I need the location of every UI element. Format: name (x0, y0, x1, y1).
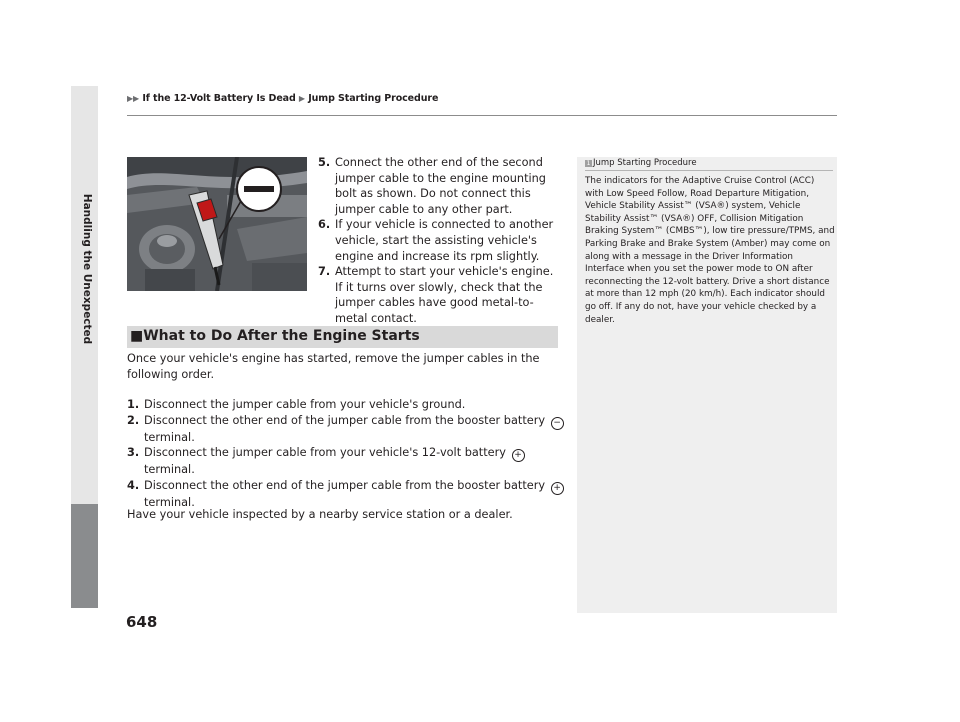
step-text: Disconnect the jumper cable from your vehicle's ground. (144, 398, 466, 411)
engine-bay-illustration (127, 157, 307, 291)
step-number: 7. (318, 265, 331, 279)
engine-bay-photo (127, 157, 307, 291)
step-7 (318, 264, 564, 326)
section-intro: Once your vehicle's engine has started, remove the jumper cables in the following order. (127, 352, 540, 381)
side-tab-label (57, 193, 112, 345)
step-number: 3. (127, 446, 140, 460)
breadcrumb-item-1[interactable]: If the 12-Volt Battery Is Dead (142, 93, 296, 104)
section-title-text: What to Do After the Engine Starts (143, 328, 420, 344)
step-number: 4. (127, 478, 140, 492)
step-text: Disconnect the other end of the jumper cable from the booster battery (144, 478, 546, 492)
removal-steps (127, 397, 567, 510)
breadcrumb-arrow-icon: ▶ (298, 94, 305, 103)
note-divider (585, 170, 833, 171)
step-number: 2. (127, 413, 140, 427)
step-5 (318, 155, 564, 217)
note-marker-icon: 1 (586, 160, 591, 167)
sidebar-note (577, 157, 837, 613)
positive-terminal-icon: + (551, 482, 564, 495)
header-divider (127, 115, 837, 116)
step-text: Disconnect the jumper cable from your vehicle's 12-volt battery (144, 446, 506, 460)
step-number: 5. (318, 156, 331, 169)
removal-step-4 (127, 478, 567, 511)
note-body: The indicators for the Adaptive Cruise Control (ACC) with Low Speed Follow, Road Departure Mitigation, Vehicle Stability Assist™ (VSA®) system, Vehicle Stability Assist™ (VSA®) OFF, Collision Mitigation Braking System™ (CMBS™), low tire pressure/TPMS, and Parking Brake and Brake System (Amber) may come on along with a message in the Driver Information Interface when you set the power mode to ON after reconnecting the 12-volt battery. Drive a short distance at more than 12 mph (20 km/h). Each indicator should go off. If any do not, have your vehicle checked by a dealer. (585, 176, 835, 325)
removal-step-1 (127, 397, 567, 413)
step-text-continued: terminal. (144, 495, 195, 509)
step-text-continued: terminal. (144, 430, 195, 444)
positive-terminal-icon: + (512, 449, 525, 462)
removal-step-2 (127, 413, 567, 446)
step-6 (318, 217, 564, 264)
breadcrumb-arrow-icon: ▶▶ (127, 94, 140, 103)
breadcrumb-item-2[interactable]: Jump Starting Procedure (308, 93, 439, 104)
step-text-continued: terminal. (144, 463, 195, 477)
side-tab-label-text: Handling the Unexpected (81, 193, 93, 345)
step-text: Attempt to start your vehicle's engine. If it turns over slowly, check that the jumper cables have good metal-to-metal contact. (335, 265, 554, 325)
note-title-text: Jump Starting Procedure (593, 158, 697, 168)
page-number: 648 (126, 613, 158, 631)
closing-note: Have your vehicle inspected by a nearby service station or a dealer. (127, 508, 513, 521)
step-text: If your vehicle is connected to another vehicle, start the assisting vehicle's engine and increase its rpm slightly. (335, 218, 554, 263)
side-tab-marker (71, 504, 98, 608)
negative-terminal-icon: − (551, 417, 564, 430)
step-text: Connect the other end of the second jumper cable to the engine mounting bolt as shown. Do not connect this jumper cable to any other part. (335, 156, 546, 216)
note-title (585, 158, 697, 168)
step-number: 6. (318, 218, 331, 232)
connection-steps (318, 155, 564, 327)
step-number: 1. (127, 398, 140, 411)
section-title: ■What to Do After the Engine Starts (130, 328, 420, 344)
section-heading (127, 326, 558, 348)
step-text: Disconnect the other end of the jumper cable from the booster battery (144, 413, 546, 427)
breadcrumb (127, 93, 438, 104)
removal-step-3 (127, 445, 567, 478)
